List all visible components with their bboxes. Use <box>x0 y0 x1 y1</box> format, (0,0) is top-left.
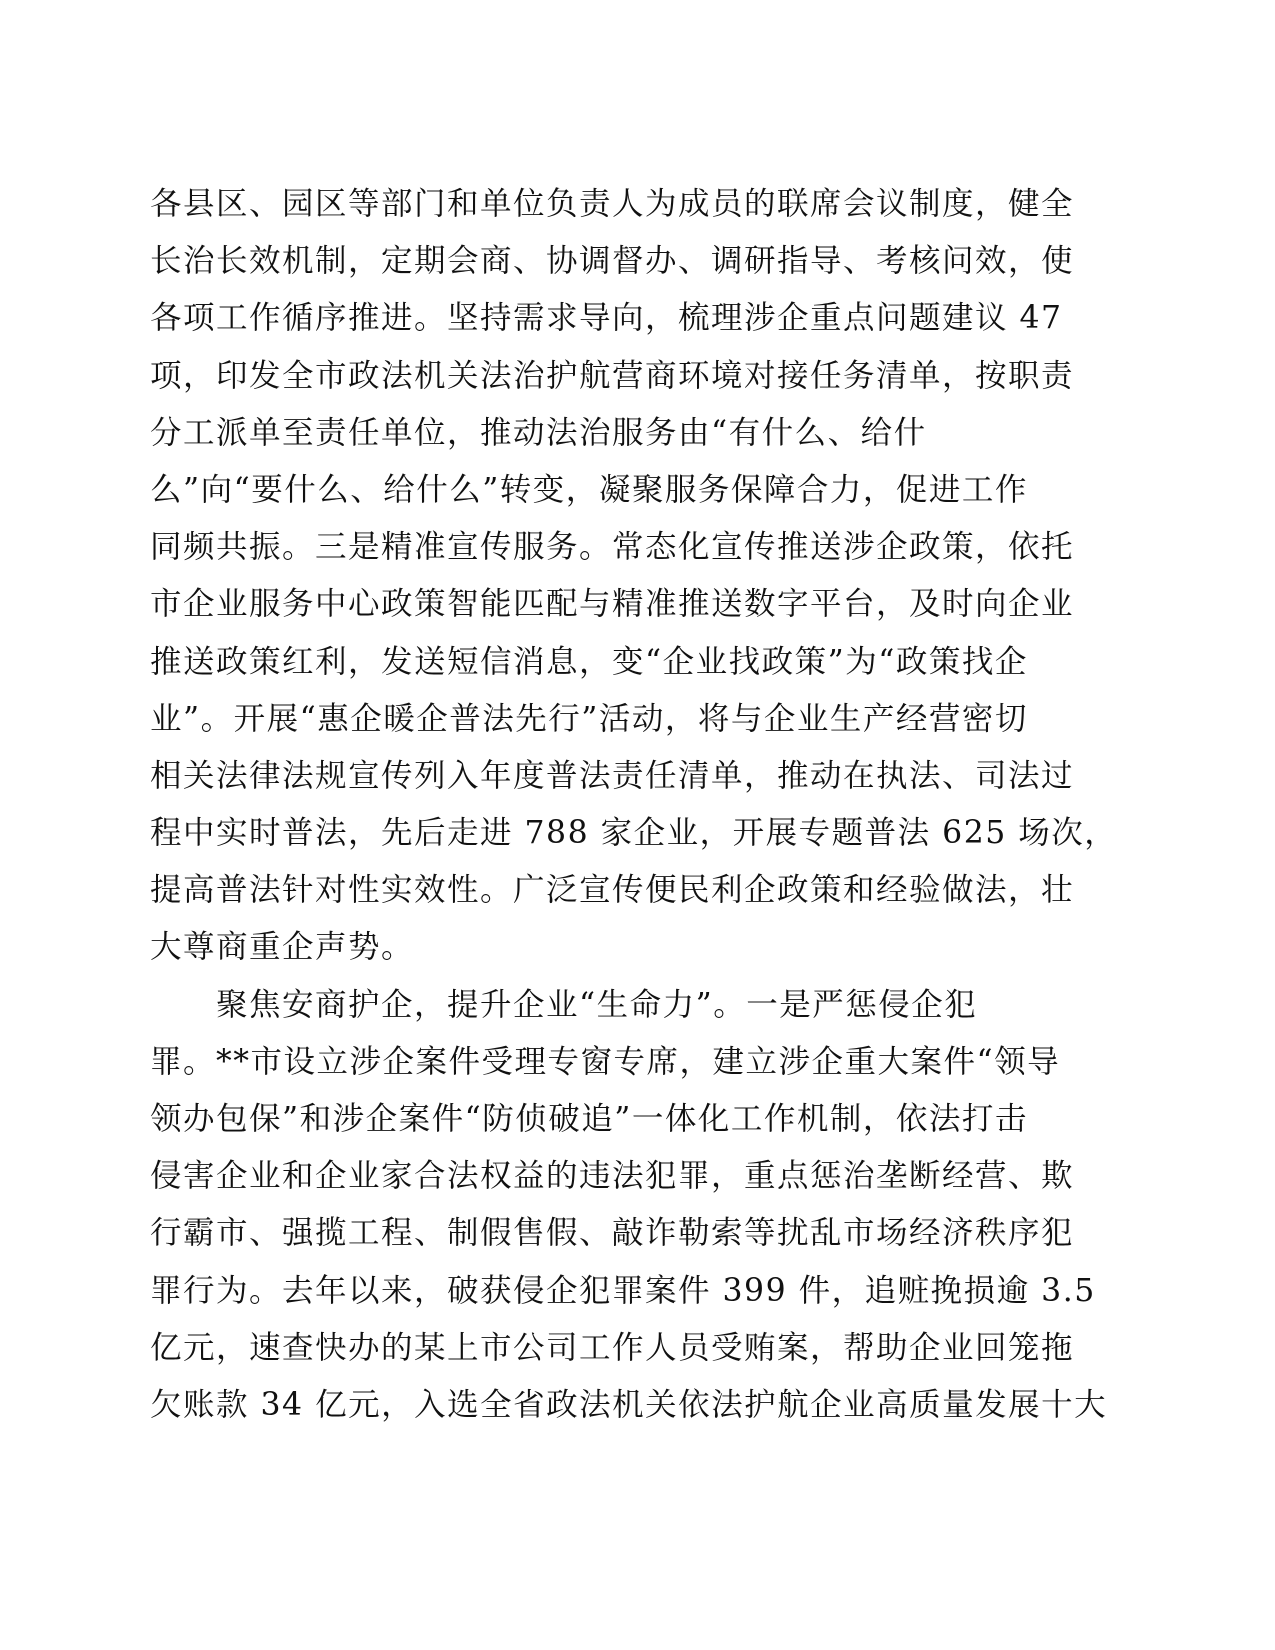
text-line: 各县区、园区等部门和单位负责人为成员的联席会议制度，健全 <box>150 186 1075 222</box>
text-line: 市企业服务中心政策智能匹配与精准推送数字平台，及时向企业 <box>150 586 1075 623</box>
text-line: 长治长效机制，定期会商、协调督办、调研指导、考核问效，使 <box>150 243 1075 280</box>
text-line: 同频共振。三是精准宣传服务。常态化宣传推送涉企政策，依托 <box>150 529 1075 566</box>
text-line: 欠账款 34 亿元，入选全省政法机关依法护航企业高质量发展十大 <box>150 1386 1108 1423</box>
text-line: 提高普法针对性实效性。广泛宣传便民利企政策和经验做法，壮 <box>150 872 1075 909</box>
text-line: 亿元，速查快办的某上市公司工作人员受贿案，帮助企业回笼拖 <box>150 1329 1075 1366</box>
text-line: 业”。开展“惠企暖企普法先行”活动，将与企业生产经营密切 <box>150 700 1028 737</box>
text-line: 罪。**市设立涉企案件受理专窗专席，建立涉企重大案件“领导 <box>150 1043 1061 1080</box>
text-line: 分工派单至责任单位，推动法治服务由“有什么、给什 <box>150 414 927 451</box>
text-line: 领办包保”和涉企案件“防侦破追”一体化工作机制，依法打击 <box>150 1101 1028 1137</box>
body-text <box>150 176 1118 1434</box>
text-line: 项，印发全市政法机关法治护航营商环境对接任务清单，按职责 <box>150 357 1075 394</box>
text-line: 行霸市、强揽工程、制假售假、敲诈勒索等扰乱市场经济秩序犯 <box>150 1215 1075 1252</box>
text-line: 各项工作循序推进。坚持需求导向，梳理涉企重点问题建议 47 <box>150 300 1063 337</box>
text-line: 程中实时普法，先后走进 788 家企业，开展专题普法 625 场次， <box>150 815 1118 852</box>
text-line: 相关法律法规宣传列入年度普法责任清单，推动在执法、司法过 <box>150 757 1075 794</box>
text-line: 罪行为。去年以来，破获侵企犯罪案件 399 件，追赃挽损逾 3.5 <box>150 1272 1096 1309</box>
text-line: 大尊商重企声势。 <box>150 929 415 966</box>
text-line: 么”向“要什么、给什么”转变，凝聚服务保障合力，促进工作 <box>150 471 1028 508</box>
text-line: 推送政策红利，发送短信消息，变“企业找政策”为“政策找企 <box>150 643 1028 680</box>
paragraph-start-line: 聚焦安商护企，提升企业“生命力”。一是严惩侵企犯 <box>216 986 978 1023</box>
text-line: 侵害企业和企业家合法权益的违法犯罪，重点惩治垄断经营、欺 <box>150 1158 1075 1195</box>
